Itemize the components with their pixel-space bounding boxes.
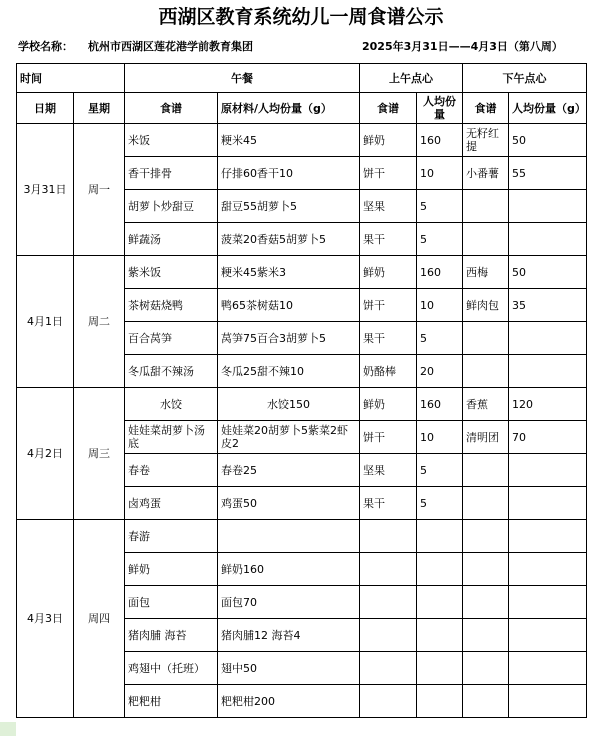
table-row [17,124,587,157]
dish-name: 卤鸡蛋 [125,487,218,520]
school-name: 杭州市西湖区莲花港学前教育集团 [88,40,253,53]
dish-name: 春卷 [125,454,218,487]
pm-snack-recipe [463,487,509,520]
pm-snack-portion [509,355,587,388]
am-snack-recipe [360,553,417,586]
pm-snack-portion: 55 [509,157,587,190]
dish-ingredients: 粳米45紫米3 [218,256,360,289]
header-am-recipe: 食谱 [360,93,417,124]
am-snack-portion: 10 [417,289,463,322]
am-snack-portion: 5 [417,487,463,520]
am-snack-portion: 5 [417,322,463,355]
pm-snack-recipe [463,454,509,487]
table-row [17,520,587,553]
pm-snack-recipe [463,586,509,619]
am-snack-recipe [360,586,417,619]
pm-snack-recipe: 小番薯 [463,157,509,190]
pm-snack-portion: 35 [509,289,587,322]
menu-table [16,63,587,718]
am-snack-recipe: 坚果 [360,454,417,487]
pm-snack-portion: 70 [509,421,587,454]
am-snack-portion: 5 [417,223,463,256]
dish-ingredients: 粑粑柑200 [218,685,360,718]
pm-snack-recipe [463,652,509,685]
day-date: 4月3日 [17,520,74,718]
am-snack-recipe [360,520,417,553]
dish-name: 冬瓜甜不辣汤 [125,355,218,388]
pm-snack-recipe: 鲜肉包 [463,289,509,322]
dish-name: 娃娃菜胡萝卜汤底 [125,421,218,454]
dish-ingredients: 面包70 [218,586,360,619]
pm-snack-recipe: 无籽红提 [463,124,509,157]
day-date: 4月1日 [17,256,74,388]
date-range: 2025年3月31日——4月3日（第八周） [362,40,563,53]
pm-snack-recipe: 西梅 [463,256,509,289]
am-snack-portion: 10 [417,421,463,454]
header-pm-portion: 人均份量（g） [509,93,587,124]
dish-ingredients: 猪肉脯12 海苔4 [218,619,360,652]
dish-name: 猪肉脯 海苔 [125,619,218,652]
pm-snack-portion [509,487,587,520]
header-am-snack: 上午点心 [360,64,463,93]
pm-snack-portion [509,223,587,256]
dish-name: 鲜蔬汤 [125,223,218,256]
dish-name: 米饭 [125,124,218,157]
day-date: 4月2日 [17,388,74,520]
pm-snack-portion: 120 [509,388,587,421]
pm-snack-recipe [463,322,509,355]
pm-snack-recipe [463,190,509,223]
day-weekday: 周一 [74,124,125,256]
am-snack-portion: 160 [417,256,463,289]
day-date: 3月31日 [17,124,74,256]
day-weekday: 周二 [74,256,125,388]
am-snack-recipe [360,685,417,718]
dish-ingredients: 水饺150 [218,388,360,421]
pm-snack-portion [509,586,587,619]
dish-ingredients: 娃娃菜20胡萝卜5紫菜2虾皮2 [218,421,360,454]
header-ingredients: 原材料/人均份量（g） [218,93,360,124]
am-snack-recipe: 鲜奶 [360,124,417,157]
pm-snack-portion [509,619,587,652]
pm-snack-portion [509,454,587,487]
dish-name: 香干排骨 [125,157,218,190]
dish-name: 面包 [125,586,218,619]
pm-snack-portion [509,322,587,355]
pm-snack-recipe: 香蕉 [463,388,509,421]
dish-ingredients: 莴笋75百合3胡萝卜5 [218,322,360,355]
pm-snack-recipe: 清明团 [463,421,509,454]
dish-name: 鸡翅中（托班） [125,652,218,685]
am-snack-portion: 160 [417,124,463,157]
pm-snack-portion [509,553,587,586]
day-weekday: 周三 [74,388,125,520]
am-snack-portion: 5 [417,190,463,223]
dish-name: 粑粑柑 [125,685,218,718]
am-snack-recipe: 饼干 [360,421,417,454]
pm-snack-portion: 50 [509,256,587,289]
header-weekday: 星期 [74,93,125,124]
dish-ingredients: 翅中50 [218,652,360,685]
day-weekday: 周四 [74,520,125,718]
dish-ingredients: 粳米45 [218,124,360,157]
am-snack-recipe: 饼干 [360,157,417,190]
dish-ingredients: 春卷25 [218,454,360,487]
am-snack-recipe: 饼干 [360,289,417,322]
dish-ingredients: 鲜奶160 [218,553,360,586]
dish-ingredients [218,520,360,553]
pm-snack-portion [509,652,587,685]
am-snack-portion: 160 [417,388,463,421]
am-snack-portion [417,586,463,619]
dish-ingredients: 鸭65茶树菇10 [218,289,360,322]
table-row [17,388,587,421]
dish-name: 鲜奶 [125,553,218,586]
pm-snack-portion [509,685,587,718]
pm-snack-portion [509,520,587,553]
am-snack-recipe: 坚果 [360,190,417,223]
dish-name: 百合莴笋 [125,322,218,355]
dish-name: 水饺 [125,388,218,421]
am-snack-portion [417,520,463,553]
pm-snack-portion: 50 [509,124,587,157]
dish-name: 茶树菇烧鸭 [125,289,218,322]
dish-name: 紫米饭 [125,256,218,289]
pm-snack-recipe [463,619,509,652]
corner-marker [0,722,16,736]
am-snack-portion: 10 [417,157,463,190]
header-date: 日期 [17,93,74,124]
am-snack-portion [417,553,463,586]
pm-snack-recipe [463,685,509,718]
pm-snack-portion [509,190,587,223]
header-recipe: 食谱 [125,93,218,124]
am-snack-portion [417,652,463,685]
page-title: 西湖区教育系统幼儿一周食谱公示 [158,6,444,28]
am-snack-recipe: 果干 [360,322,417,355]
pm-snack-recipe [463,553,509,586]
header-lunch: 午餐 [125,64,360,93]
table-row [17,256,587,289]
am-snack-recipe [360,619,417,652]
am-snack-portion [417,685,463,718]
am-snack-recipe: 奶酪棒 [360,355,417,388]
am-snack-portion [417,619,463,652]
am-snack-recipe [360,652,417,685]
dish-ingredients: 鸡蛋50 [218,487,360,520]
dish-ingredients: 甜豆55胡萝卜5 [218,190,360,223]
dish-name: 胡萝卜炒甜豆 [125,190,218,223]
am-snack-portion: 5 [417,454,463,487]
am-snack-recipe: 鲜奶 [360,388,417,421]
pm-snack-recipe [463,223,509,256]
am-snack-recipe: 鲜奶 [360,256,417,289]
header-pm-recipe: 食谱 [463,93,509,124]
header-pm-snack: 下午点心 [463,64,587,93]
pm-snack-recipe [463,355,509,388]
dish-ingredients: 菠菜20香菇5胡萝卜5 [218,223,360,256]
dish-ingredients: 仔排60香干10 [218,157,360,190]
school-label: 学校名称： [18,40,73,53]
am-snack-recipe: 果干 [360,487,417,520]
header-am-portion: 人均份量 [417,93,463,124]
dish-ingredients: 冬瓜25甜不辣10 [218,355,360,388]
pm-snack-recipe [463,520,509,553]
am-snack-recipe: 果干 [360,223,417,256]
am-snack-portion: 20 [417,355,463,388]
header-time: 时间 [17,64,125,93]
dish-name: 春游 [125,520,218,553]
